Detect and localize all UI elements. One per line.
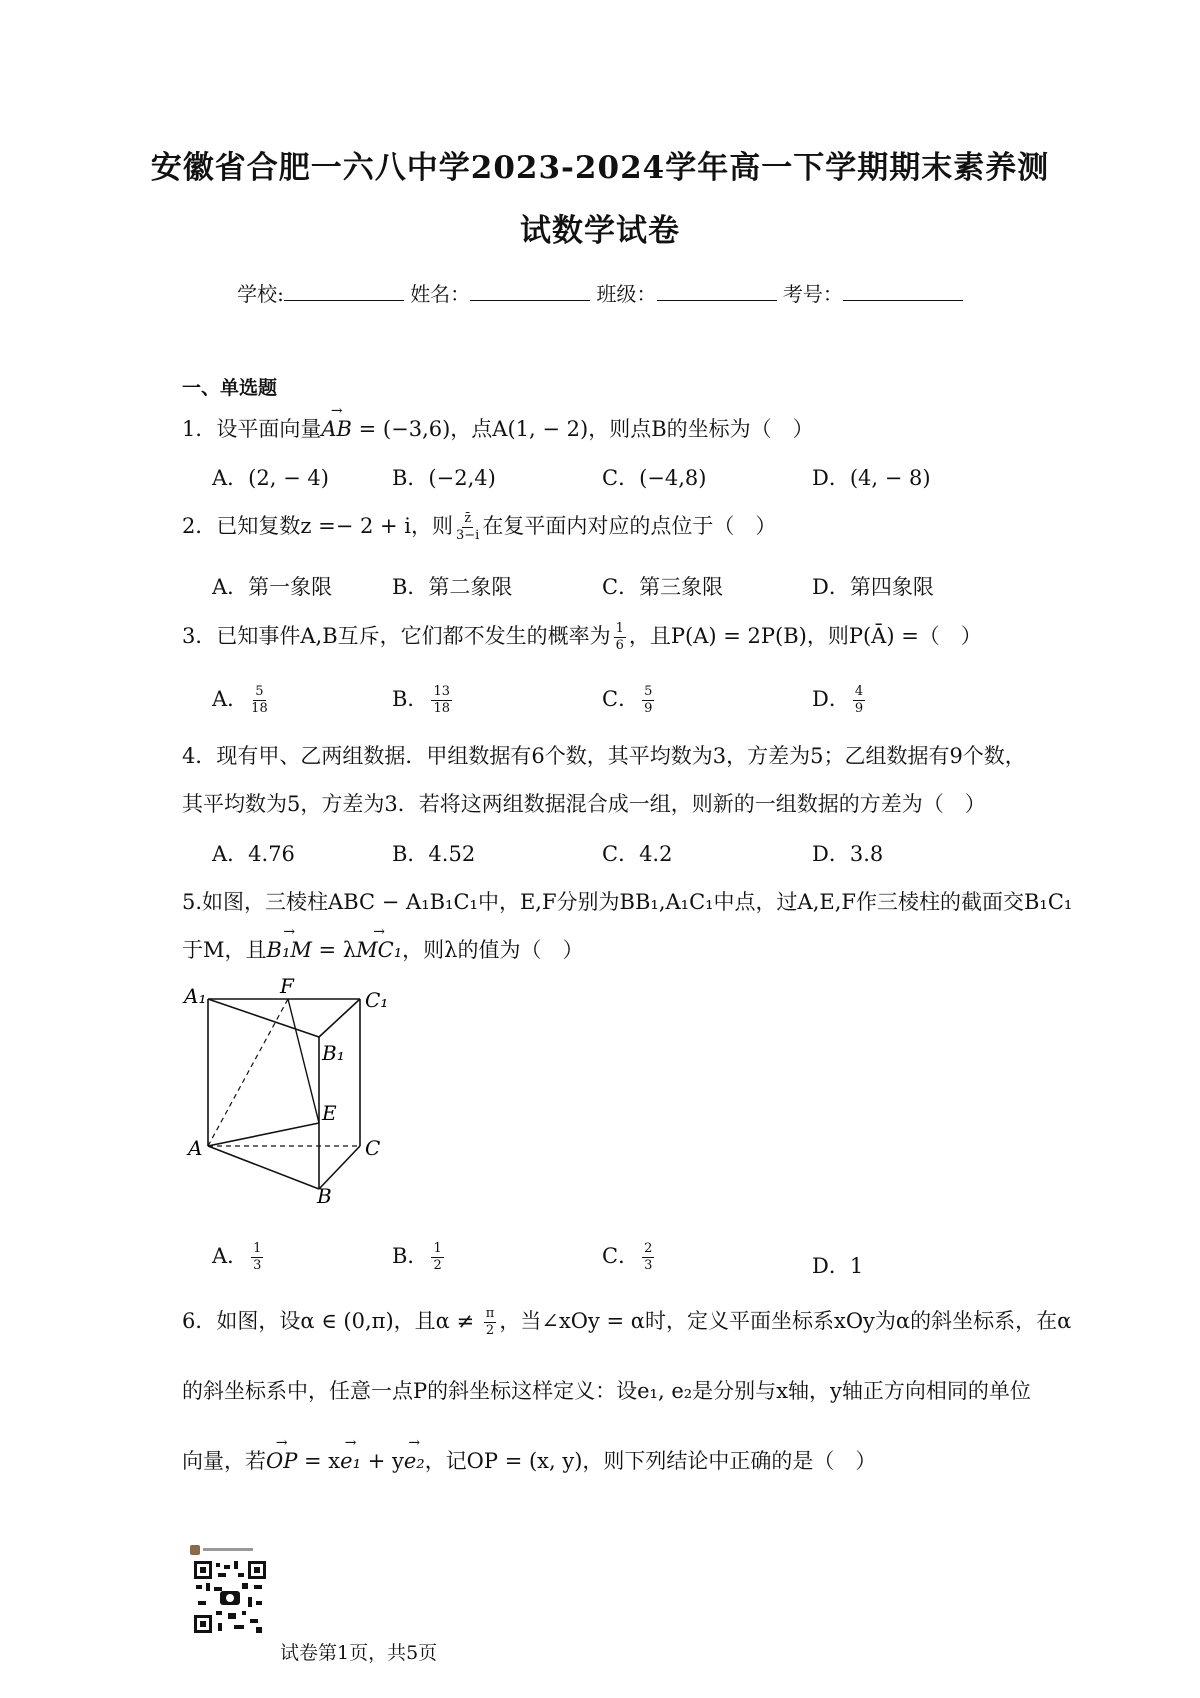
question-2 (182, 510, 776, 544)
q2-frac-den: 3−i (456, 528, 480, 543)
q5-vector-b1m: → B₁M (267, 938, 312, 962)
edge-ab (208, 1146, 319, 1189)
segment-af-hidden (208, 999, 288, 1146)
q3-d-num: 4 (854, 684, 864, 699)
class-label: 班级： (596, 282, 657, 306)
q2-prefix: 2．已知复数z =− 2 + i，则 (182, 514, 453, 538)
label-a: A (188, 1136, 203, 1160)
q3-rest: ，且P(A) = 2P(B)，则P(Ā) =（ ） (628, 624, 982, 648)
name-label: 姓名： (410, 282, 471, 306)
question-3 (182, 620, 982, 654)
q3-d-frac (853, 684, 865, 717)
q5-b-num: 1 (433, 1241, 442, 1256)
q5-b-den: 2 (433, 1258, 442, 1273)
q1-option-c: C．(−4,8) (602, 466, 707, 490)
q5-option-c (602, 1240, 657, 1274)
q2-option-b: B．第二象限 (392, 575, 513, 599)
q3-frac-den: 6 (615, 638, 624, 653)
q3-b-frac (431, 684, 452, 717)
edge-a1b1 (208, 999, 319, 1037)
q5-a-num: 1 (253, 1241, 262, 1256)
edge-b1c1 (319, 999, 360, 1037)
question-6-line2: 的斜坐标系中，任意一点P的斜坐标这样定义：设e₁, e₂是分别与x轴，y轴正方向相同的单位 (182, 1379, 1031, 1403)
prism-figure (182, 975, 402, 1205)
q5-b-frac (431, 1241, 443, 1274)
q5-c-num: 2 (644, 1241, 653, 1256)
question-5-line2 (182, 934, 583, 964)
q6-frac-num: π (485, 1306, 495, 1321)
school-label: 学校: (237, 282, 284, 306)
question-6-line1 (182, 1305, 1071, 1339)
q6-l1-b: ，当∠xOy = α时，定义平面坐标系xOy为α的斜坐标系，在α (499, 1309, 1072, 1333)
q3-c-den: 9 (644, 701, 653, 716)
q6-l1-a: 6．如图，设α ∈ (0,π)，且α ≠ (182, 1309, 481, 1333)
q3-option-b (392, 683, 455, 717)
label-a1: A₁ (184, 984, 207, 1008)
number-blank (843, 282, 963, 301)
q3-d-den: 9 (854, 701, 864, 716)
q2-option-c: C．第三象限 (602, 575, 724, 599)
label-e: E (322, 1101, 337, 1125)
title-line1: 安徽省合肥一六八中学2023-2024学年高一下学期期末素养测 (150, 150, 1050, 186)
q6-frac-den: 2 (485, 1323, 495, 1338)
q2-frac-num: z̄ (464, 511, 472, 526)
qr-avatar (190, 1545, 200, 1555)
q6-l3-a: 向量，若 (182, 1449, 266, 1473)
q3-a-den: 18 (251, 701, 268, 716)
q5-d-label: D． (812, 1254, 850, 1278)
q6-vector-e1: → e₁ (340, 1449, 361, 1473)
page-footer: 试卷第1页，共5页 (280, 1642, 438, 1664)
q2-option-d: D．第四象限 (812, 575, 934, 599)
class-blank (657, 282, 777, 301)
q6-l3-c: + y (361, 1449, 404, 1473)
question-6-line3 (182, 1445, 876, 1475)
q3-b-num: 13 (433, 684, 450, 699)
q6-fraction (484, 1306, 497, 1339)
q5-a-label: A． (212, 1244, 249, 1268)
info-line (0, 278, 1200, 307)
q5-option-d (812, 1250, 863, 1280)
segment-fe (288, 999, 319, 1123)
qr-caption (203, 1548, 253, 1551)
label-f: F (280, 975, 294, 998)
school-blank (284, 282, 404, 301)
number-label: 考号： (782, 282, 843, 306)
q1-option-a: A．(2, − 4) (212, 466, 329, 490)
q2-rest: 在复平面内对应的点位于（ ） (482, 514, 777, 538)
qr-matrix (194, 1561, 266, 1633)
title-line2: 试数学试卷 (520, 213, 680, 249)
question-4-line2: 其平均数为5，方差为3．若将这两组数据混合成一组，则新的一组数据的方差为（ ） (182, 792, 986, 816)
q3-frac-num: 1 (615, 621, 624, 636)
q3-c-num: 5 (644, 684, 653, 699)
q5-d-text: 1 (849, 1254, 864, 1278)
q3-option-c (602, 683, 657, 717)
label-b1: B₁ (322, 1041, 345, 1065)
q4-option-d: D．3.8 (812, 842, 884, 866)
q1-vector: → AB (321, 417, 352, 441)
q1-option-b: B．(−2,4) (392, 466, 496, 490)
q6-l3-d: ，记OP = (x, y)，则下列结论中正确的是（ ） (424, 1449, 877, 1473)
q5-option-b (392, 1240, 447, 1274)
q2-fraction (456, 511, 479, 544)
q4-option-a: A．4.76 (212, 842, 295, 866)
q1-prefix: 1．设平面向量 (182, 417, 322, 441)
q3-a-num: 5 (255, 684, 264, 699)
q5-vector-mc1: → MC₁ (356, 938, 402, 962)
q5-a-frac (251, 1241, 263, 1274)
qr-code-image (190, 1545, 270, 1633)
q5-c-frac (642, 1241, 654, 1274)
question-4-line1: 4．现有甲、乙两组数据．甲组数据有6个数，其平均数为3，方差为5；乙组数据有9个数， (182, 744, 1026, 768)
q5-a-den: 3 (253, 1258, 262, 1273)
label-c1: C₁ (365, 988, 389, 1012)
question-1 (182, 413, 814, 443)
q3-fraction (614, 621, 626, 654)
q5-option-a (212, 1240, 266, 1274)
q3-option-a (212, 683, 271, 717)
q5-l2-b: = λ (311, 938, 357, 962)
section-heading: 一、单选题 (182, 377, 278, 399)
q3-c-label: C． (602, 687, 640, 711)
q3-a-frac (251, 684, 268, 717)
label-c: C (365, 1136, 381, 1160)
q4-option-c: C．4.2 (602, 842, 673, 866)
q5-l2-c: ，则λ的值为（ ） (402, 938, 584, 962)
q2-option-a: A．第一象限 (212, 575, 333, 599)
q3-b-label: B． (392, 687, 429, 711)
q4-option-b: B．4.52 (392, 842, 476, 866)
q3-a-label: A． (212, 687, 249, 711)
q3-option-d (812, 683, 868, 717)
q1-option-d: D．(4, − 8) (812, 466, 931, 490)
q5-c-label: C． (602, 1244, 640, 1268)
q3-prefix: 3．已知事件A,B互斥，它们都不发生的概率为 (182, 624, 611, 648)
q6-vector-op: → OP (266, 1449, 297, 1473)
q5-c-den: 3 (644, 1258, 653, 1273)
name-blank (470, 282, 590, 301)
q5-l2-a: 于M，且 (182, 938, 267, 962)
q3-d-label: D． (812, 687, 850, 711)
q5-b-label: B． (392, 1244, 429, 1268)
q6-vector-e2: → e₂ (404, 1449, 425, 1473)
segment-ae (208, 1123, 319, 1146)
edge-bc (319, 1146, 360, 1189)
q3-c-frac (642, 684, 654, 717)
q1-rest: = (−3,6)，点A(1, − 2)，则点B的坐标为（ ） (351, 417, 814, 441)
q6-l3-b: = x (297, 1449, 341, 1473)
label-b: B (317, 1184, 332, 1205)
question-5-line1: 5.如图，三棱柱ABC − A₁B₁C₁中，E,F分别为BB₁,A₁C₁中点，过A,E,F作三棱柱的截面交B₁C₁ (182, 890, 1073, 914)
q3-b-den: 18 (433, 701, 450, 716)
